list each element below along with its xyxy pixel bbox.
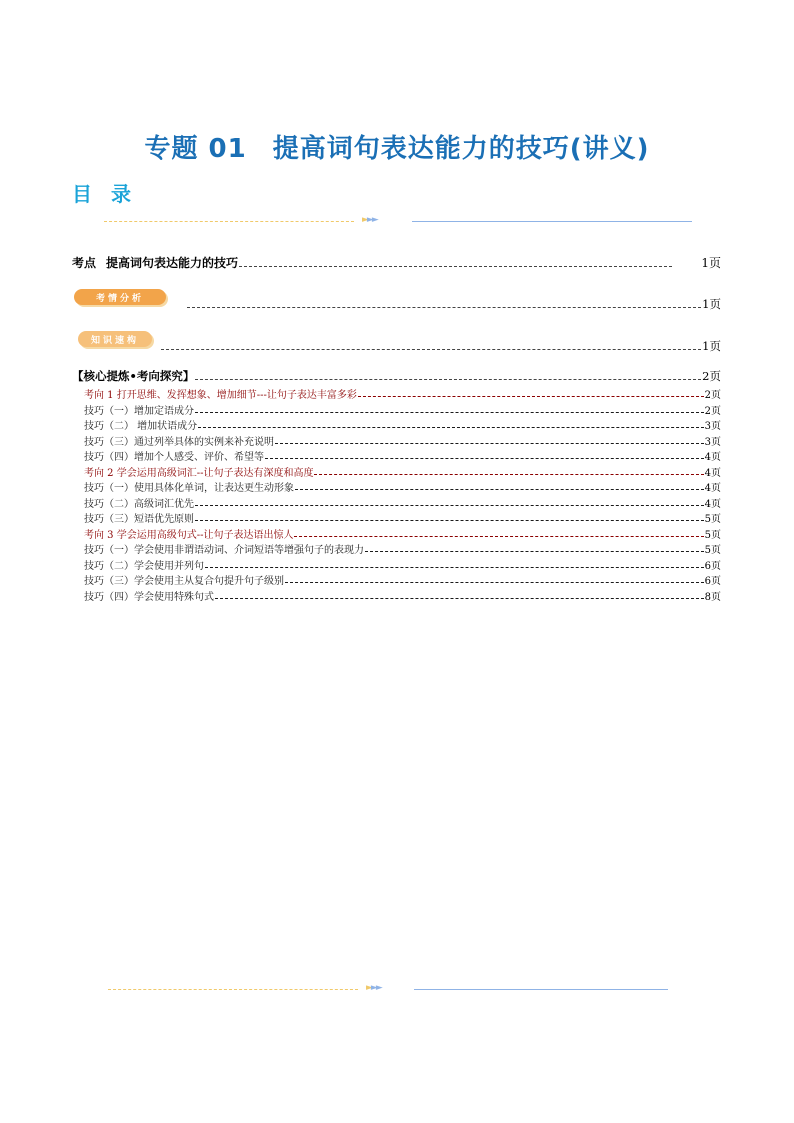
toc-entry-technique[interactable]: [84, 479, 721, 494]
toc-page: 4页: [704, 452, 721, 463]
leader-dots: [358, 396, 704, 397]
leader-dots: [365, 551, 704, 552]
leader-dots: [295, 489, 704, 490]
toc-page: 6页: [704, 560, 721, 572]
toc-entry-technique[interactable]: [84, 433, 721, 448]
toc-page: 8页: [704, 591, 721, 603]
bottom-divider: [108, 984, 668, 996]
toc-entry-label: 技巧（四）学会使用特殊句式: [84, 591, 214, 603]
toc-entry-technique[interactable]: [84, 541, 721, 556]
leader-dots: [294, 536, 703, 537]
badge-kaoqing: 考情分析: [74, 289, 166, 305]
document-title: [0, 128, 794, 165]
leader-dots: [265, 458, 704, 459]
leader-dots: [187, 307, 701, 308]
toc-entry-label: 技巧（四）增加个人感受、评价、希望等: [84, 452, 264, 463]
toc-entry-technique[interactable]: [84, 572, 721, 587]
top-divider: [104, 216, 692, 228]
toc-entry-label: 技巧（三）短语优先原则: [84, 514, 194, 525]
toc-entry-label: 技巧（一）使用具体化单词，让表达更生动形象: [84, 483, 294, 494]
toc-page: 1页: [701, 256, 721, 270]
divider-arrows-icon: ►►►: [362, 215, 377, 225]
toc-entry-label: 考向 2 学会运用高级词汇--让句子表达有深度和高度: [84, 467, 314, 479]
toc-entry-label: 技巧（二）学会使用并列句: [84, 560, 204, 572]
toc-page: 4页: [704, 483, 721, 494]
toc-entry-technique[interactable]: [84, 448, 721, 463]
title-part1: 专题 01: [144, 134, 247, 164]
leader-dots: [314, 474, 703, 475]
toc-entry-label: 考向 1 打开思维、发挥想象、增加细节---让句子表达丰富多彩: [84, 390, 357, 401]
toc-main-label-b: 提高词句表达能力的技巧: [106, 256, 239, 270]
toc-page: 1页: [702, 297, 721, 311]
toc-page: 4页: [704, 498, 721, 510]
leader-dots: [195, 379, 701, 380]
leader-dots: [275, 443, 704, 444]
toc-entry-label: 技巧（三）学会使用主从复合句提升句子级别: [84, 576, 284, 587]
toc-page: 5页: [704, 545, 721, 556]
leader-dots: [198, 427, 703, 428]
leader-dots: [215, 598, 704, 599]
leader-dots: [161, 349, 701, 350]
toc-entry-label: 技巧（二）高级词汇优先: [84, 498, 194, 510]
divider-arrows-icon: ►►►: [366, 983, 381, 993]
toc-section-label: 【核心提炼•考向探究】: [72, 369, 195, 383]
toc-entry-label: 技巧（一）学会使用非谓语动词、介词短语等增强句子的表现力: [84, 545, 364, 556]
title-part2: 提高词句表达能力的技巧(讲义): [272, 134, 650, 164]
toc-page: 6页: [704, 576, 721, 587]
leader-dots: [285, 582, 704, 583]
toc-page: 2页: [704, 405, 721, 417]
leader-dots: [195, 505, 704, 506]
toc-entry-technique[interactable]: [84, 417, 721, 432]
toc-entry-technique[interactable]: [84, 557, 721, 572]
toc-entry-badge1[interactable]: [186, 296, 721, 312]
toc-entry-technique[interactable]: [84, 510, 721, 525]
toc-entry-direction[interactable]: [84, 464, 721, 479]
toc-main-label-a: 考点: [72, 256, 97, 270]
toc-entry-label: 技巧（三）通过列举具体的实例来补充说明: [84, 436, 274, 448]
toc-entry-label: 技巧（二） 增加状语成分: [84, 421, 198, 432]
leader-dots: [195, 520, 704, 521]
toc-page: 3页: [704, 421, 721, 432]
toc-entry-technique[interactable]: [84, 402, 721, 417]
toc-heading: 目 录: [72, 182, 137, 206]
toc-entry-section[interactable]: [72, 368, 721, 384]
toc-entry-label: 技巧（一）增加定语成分: [84, 405, 194, 417]
toc-entry-main[interactable]: [72, 254, 721, 271]
leader-dots: [239, 266, 672, 267]
toc-entry-technique[interactable]: [84, 588, 721, 603]
toc-page: 1页: [702, 339, 721, 353]
toc-entry-label: 考向 3 学会运用高级句式--让句子表达语出惊人: [84, 529, 294, 541]
badge-zhishi: 知识速构: [78, 331, 152, 347]
toc-entry-direction[interactable]: [84, 526, 721, 541]
toc-page: 3页: [704, 436, 721, 448]
toc-entry-technique[interactable]: [84, 495, 721, 510]
toc-page: 5页: [704, 529, 721, 541]
toc-page: 2页: [704, 390, 721, 401]
toc-page: 4页: [704, 467, 721, 479]
toc-page: 2页: [702, 369, 721, 383]
toc-entry-direction[interactable]: [84, 386, 721, 401]
toc-entry-badge2[interactable]: [160, 338, 721, 354]
leader-dots: [205, 567, 704, 568]
toc-page: 5页: [704, 514, 721, 525]
leader-dots: [195, 412, 704, 413]
